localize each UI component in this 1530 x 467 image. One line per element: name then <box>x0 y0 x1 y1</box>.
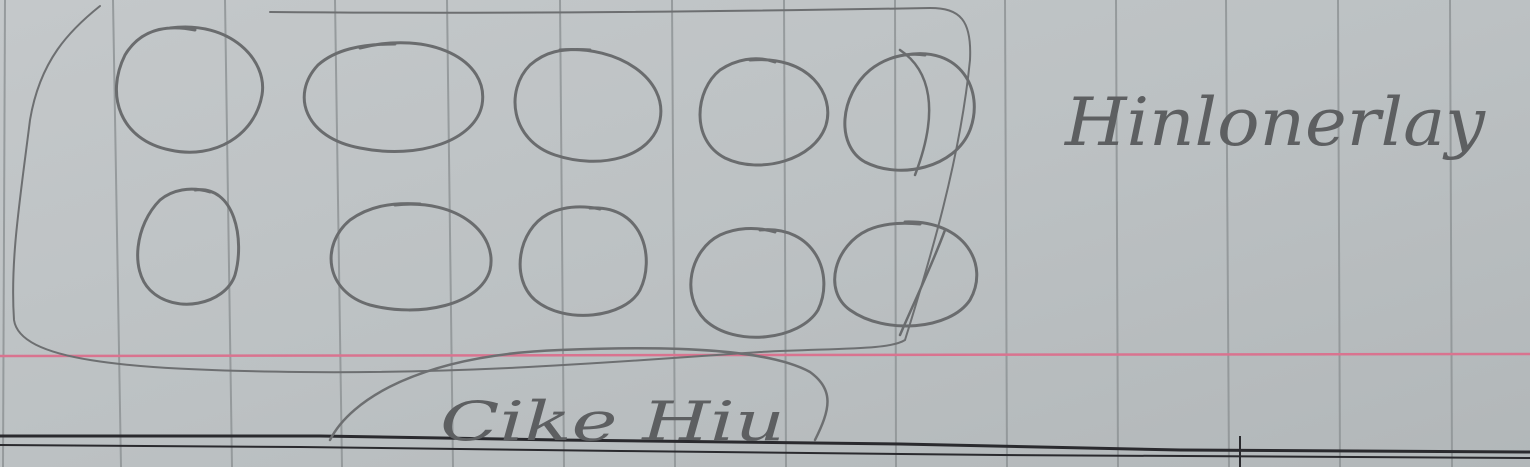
right-handwritten-word: Hinlonerlay <box>1063 84 1486 161</box>
bottom-handwritten-word: Cike Hiu <box>440 390 785 453</box>
